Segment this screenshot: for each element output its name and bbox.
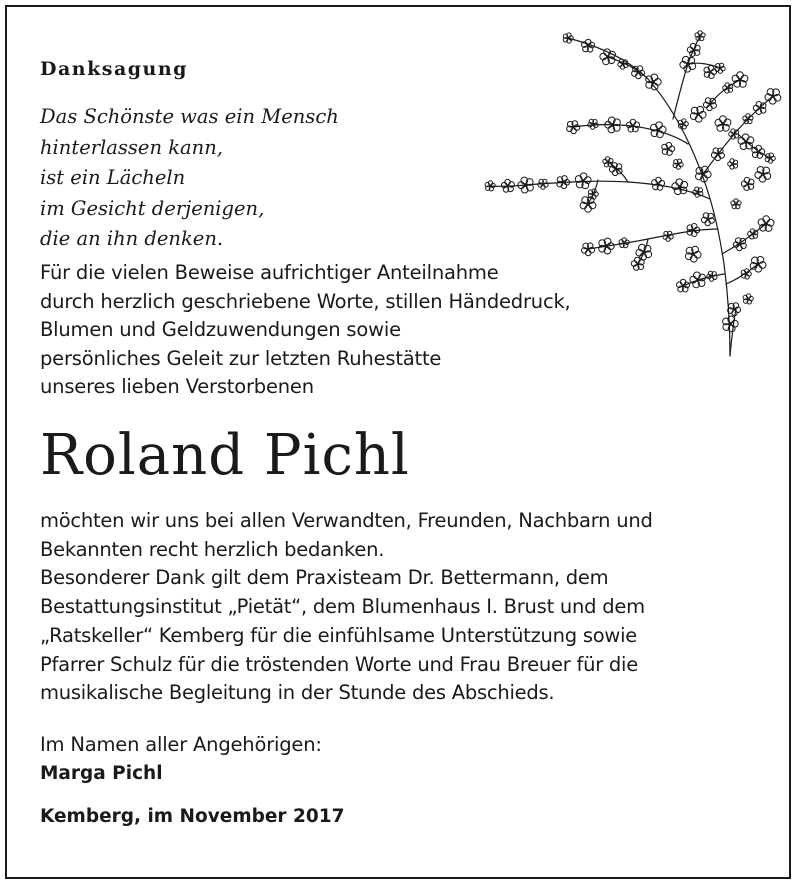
blossom-icon <box>652 177 665 190</box>
thanks-paragraph <box>40 507 653 708</box>
blossom-icon <box>575 173 591 189</box>
blossom-icon <box>600 49 616 65</box>
blossom-icon <box>743 294 753 304</box>
blossom-icon <box>678 119 688 129</box>
blossom-icon <box>690 272 706 288</box>
poem-line: ist ein Lächeln <box>40 166 186 189</box>
blossom-icon <box>750 257 766 273</box>
blossom-icon <box>662 142 675 155</box>
blossom-icon <box>695 31 705 41</box>
blossom-icon <box>723 316 739 332</box>
blossom-icon <box>748 229 758 239</box>
blossom-icon <box>723 83 733 93</box>
blossom-icon <box>752 145 765 158</box>
blossom-icon <box>685 246 701 262</box>
blossom-icon <box>582 243 595 256</box>
blossom-icon <box>728 159 738 169</box>
intro-line: unseres lieben Verstorbenen <box>40 375 314 398</box>
signoff-line: Im Namen aller Angehörigen: <box>40 733 322 756</box>
blossom-icon <box>690 106 706 122</box>
blossom-icon <box>728 303 741 316</box>
flowering-branch-icon <box>448 24 788 360</box>
blossom-icon <box>707 271 717 281</box>
blossom-icon <box>741 177 754 190</box>
blossom-icon <box>731 199 741 209</box>
intro-line: Blumen und Geldzuwendungen sowie <box>40 318 401 341</box>
place-date: Kemberg, im November 2017 <box>40 806 345 827</box>
blossom-icon <box>765 153 775 163</box>
blossom-icon <box>755 167 771 183</box>
blossom-icon <box>651 122 667 138</box>
blossom-icon <box>715 116 731 132</box>
blossom-icon <box>729 129 739 139</box>
poem-line: Das Schönste was ein Mensch <box>40 105 339 128</box>
body-line: „Ratskeller“ Kemberg für die einfühlsame Unterstützung sowie <box>40 623 638 647</box>
blossom-icon <box>673 159 683 169</box>
blossom-icon <box>680 56 696 72</box>
body-line: Pfarrer Schulz für die tröstenden Worte und Frau Breuer für die <box>40 652 638 676</box>
blossom-icon <box>567 121 580 134</box>
deceased-name: Roland Pichl <box>40 423 410 488</box>
poem-line: hinterlassen kann, <box>40 135 223 159</box>
notice-heading: Danksagung <box>40 58 188 80</box>
blossom-icon <box>672 179 688 195</box>
blossom-icon <box>704 65 717 78</box>
blossom-icon <box>758 216 774 232</box>
blossom-icon <box>687 43 700 56</box>
blossom-icon <box>701 213 714 226</box>
blossom-icon <box>693 187 703 197</box>
blossom-icon <box>765 89 781 105</box>
blossom-icon <box>631 257 644 270</box>
intro-line: durch herzlich geschriebene Worte, stillen Händedruck, <box>40 289 571 313</box>
poem-line: im Gesicht derjenigen, <box>40 196 265 220</box>
blossom-icon <box>732 72 748 88</box>
body-line: Bekannten recht herzlich bedanken. <box>40 537 385 561</box>
signer-name: Marga Pichl <box>40 763 163 784</box>
body-line: Besonderer Dank gilt dem Praxisteam Dr. Bettermann, dem <box>40 566 609 590</box>
body-line: möchten wir uns bei allen Verwandten, Freunden, Nachbarn und <box>40 509 653 532</box>
body-line: musikalische Begleitung in der Stunde des Abschieds. <box>40 681 555 705</box>
blossom-icon <box>646 74 662 90</box>
blossom-icon <box>599 238 615 254</box>
blossom-icon <box>711 148 724 161</box>
blossom-icon <box>563 33 573 43</box>
poem <box>40 102 339 255</box>
intro-line: Für die vielen Beweise aufrichtiger Anteilnahme <box>40 261 499 284</box>
blossom-icon <box>677 279 690 292</box>
poem-line: die an ihn denken. <box>40 227 224 250</box>
intro-line: persönliches Geleit zur letzten Ruhestätte <box>40 346 442 370</box>
body-line: Bestattungsinstitut „Pietät“, dem Blumenhaus I. Brust und dem <box>40 595 645 619</box>
